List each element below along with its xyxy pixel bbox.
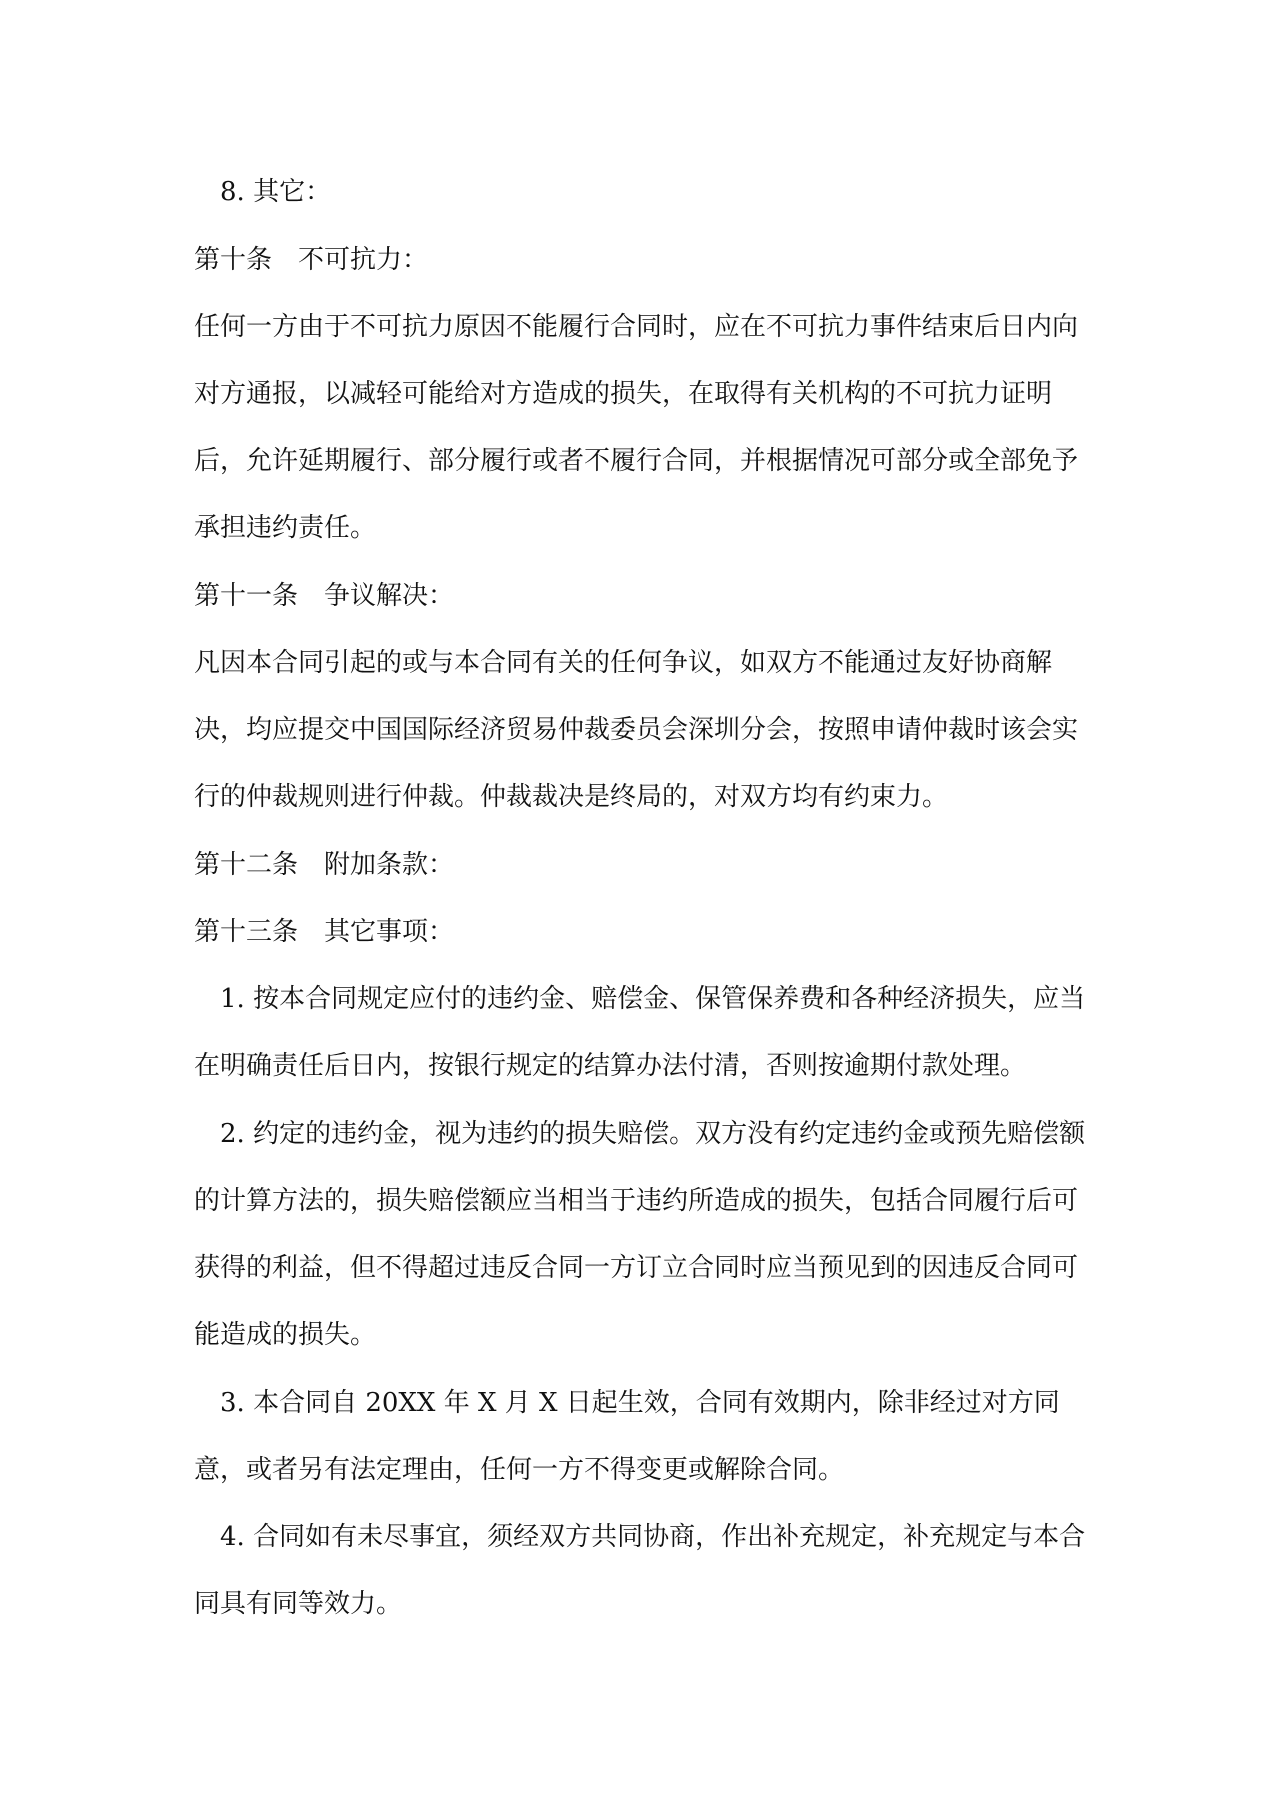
article-13-item-2-line: 的计算方法的，损失赔偿额应当相当于违约所造成的损失，包括合同履行后可: [194, 1186, 1079, 1216]
clause-9-item-8: 8. 其它：: [220, 177, 332, 207]
article-13-item-2-line: 2. 约定的违约金，视为违约的损失赔偿。双方没有约定违约金或预先赔偿额: [220, 1119, 1086, 1149]
article-10-text-line: 承担违约责任。: [194, 513, 377, 543]
article-13-item-3-line: 意，或者另有法定理由，任何一方不得变更或解除合同。: [194, 1455, 845, 1485]
article-10-text-line: 后，允许延期履行、部分履行或者不履行合同，并根据情况可部分或全部免予: [194, 446, 1079, 476]
article-10-text-line: 对方通报，以减轻可能给对方造成的损失，在取得有关机构的不可抗力证明: [194, 379, 1053, 409]
article-13-item-2-line: 能造成的损失。: [194, 1320, 377, 1350]
article-11-text-line: 凡因本合同引起的或与本合同有关的任何争议，如双方不能通过友好协商解: [194, 648, 1053, 678]
article-13-item-2-line: 获得的利益，但不得超过违反合同一方订立合同时应当预见到的因违反合同可: [194, 1253, 1079, 1283]
article-11-heading: 第十一条 争议解决：: [194, 581, 455, 611]
article-13-item-4-line: 同具有同等效力。: [194, 1589, 403, 1619]
article-11-text-line: 行的仲裁规则进行仲裁。仲裁裁决是终局的，对双方均有约束力。: [194, 782, 949, 812]
article-12-heading: 第十二条 附加条款：: [194, 850, 455, 880]
article-10-heading: 第十条 不可抗力：: [194, 245, 429, 275]
article-11-text-line: 决，均应提交中国国际经济贸易仲裁委员会深圳分会，按照申请仲裁时该会实: [194, 715, 1079, 745]
article-13-item-3-line: 3. 本合同自 20XX 年 X 月 X 日起生效，合同有效期内，除非经过对方同: [220, 1388, 1060, 1418]
article-13-item-4-line: 4. 合同如有未尽事宜，须经双方共同协商，作出补充规定，补充规定与本合: [220, 1522, 1086, 1552]
article-13-heading: 第十三条 其它事项：: [194, 917, 455, 947]
article-13-item-1-line: 在明确责任后日内，按银行规定的结算办法付清，否则按逾期付款处理。: [194, 1051, 1027, 1081]
article-13-item-1-line: 1. 按本合同规定应付的违约金、赔偿金、保管保养费和各种经济损失，应当: [220, 984, 1086, 1014]
article-10-text-line: 任何一方由于不可抗力原因不能履行合同时，应在不可抗力事件结束后日内向: [194, 312, 1079, 342]
